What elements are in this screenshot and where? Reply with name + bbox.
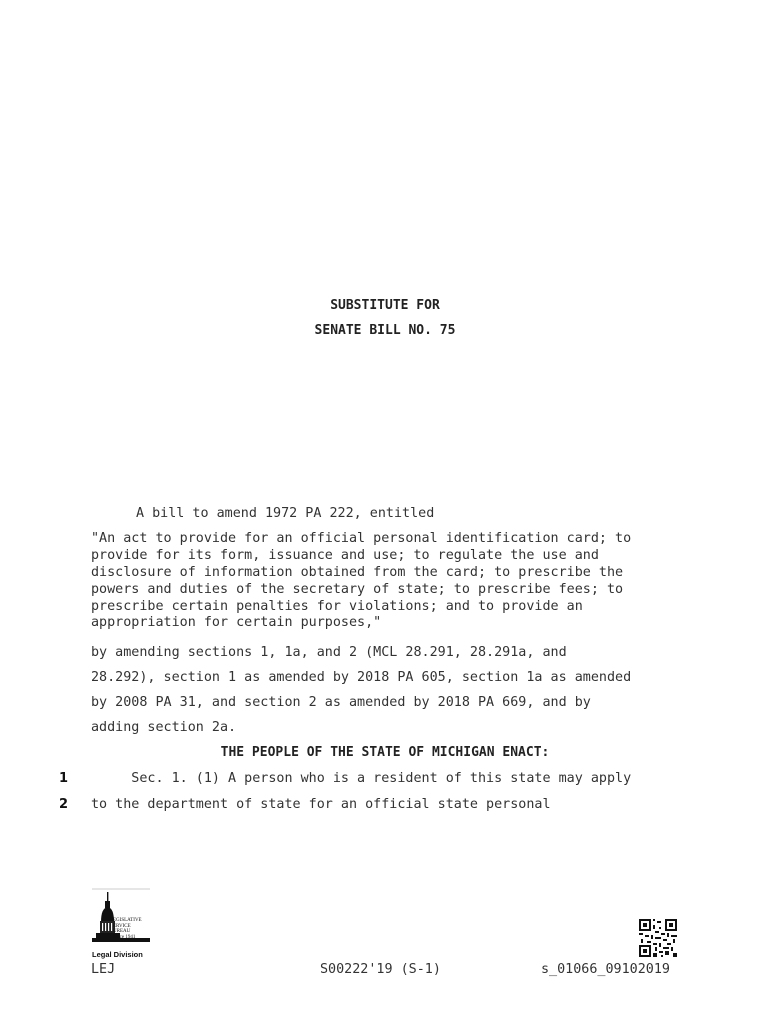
act-title-line: disclosure of information obtained from the card; to prescribe the xyxy=(91,565,624,580)
act-title-line: appropriation for certain purposes," xyxy=(91,615,382,630)
enacting-clause: THE PEOPLE OF THE STATE OF MICHIGAN ENACT: xyxy=(220,745,550,760)
act-title-line: prescribe certain penalties for violations; and to provide an xyxy=(91,599,583,614)
title-line-1: SUBSTITUTE FOR xyxy=(330,298,440,313)
footer-document-id: S00222'19 (S-1) xyxy=(320,962,441,977)
legal-division-label: Legal Division xyxy=(92,950,143,959)
act-title-line: provide for its form, issuance and use; to regulate the use and xyxy=(91,548,599,563)
bill-intro-line: A bill to amend 1972 PA 222, entitled xyxy=(136,506,435,521)
legislative-service-bureau-logo xyxy=(92,888,152,960)
line-number: 2 xyxy=(59,797,69,812)
title-line-2: SENATE BILL NO. 75 xyxy=(314,323,456,338)
act-title-line: powers and duties of the secretary of state; to prescribe fees; to xyxy=(91,582,624,597)
amending-line: by 2008 PA 31, and section 2 as amended by 2018 PA 669, and by xyxy=(91,695,591,710)
line-number: 1 xyxy=(59,771,69,786)
amending-line: 28.292), section 1 as amended by 2018 PA 605, section 1a as amended xyxy=(91,670,632,685)
body-line: Sec. 1. (1) A person who is a resident of this state may apply xyxy=(91,771,632,786)
logo-text: EGISLATIVE ERVICE UREAU Since 1941 xyxy=(113,918,142,940)
amending-line: adding section 2a. xyxy=(91,720,237,735)
footer-file-code: s_01066_09102019 xyxy=(541,962,670,977)
amending-line: by amending sections 1, 1a, and 2 (MCL 28.291, 28.291a, and xyxy=(91,645,567,660)
footer-drafter-initials: LEJ xyxy=(91,962,116,977)
act-title-line: "An act to provide for an official personal identification card; to xyxy=(91,531,632,546)
qr-code-icon xyxy=(639,919,677,957)
body-line: to the department of state for an official state personal xyxy=(91,797,551,812)
